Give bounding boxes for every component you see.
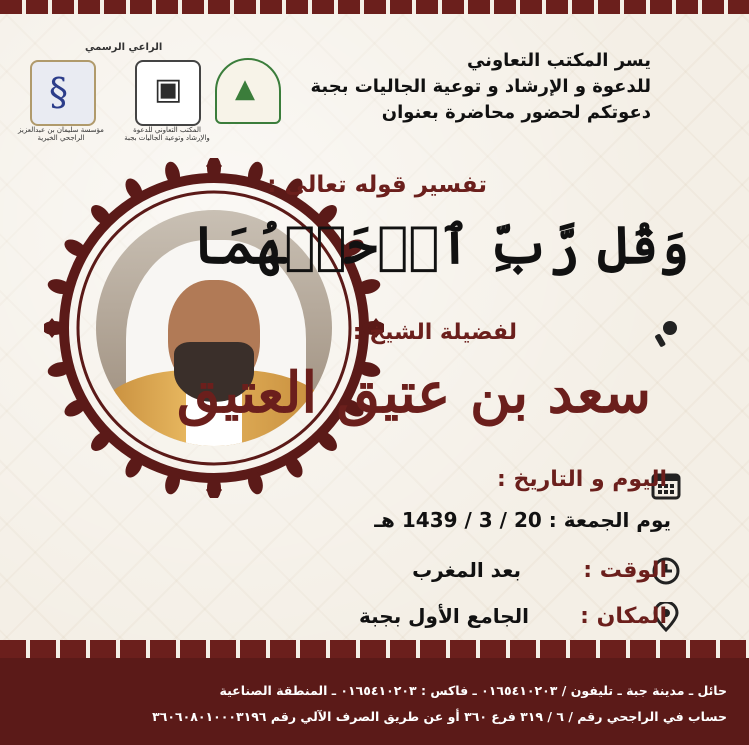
tafsir-label: تفسير قوله تعالى : (267, 172, 487, 198)
place-value: الجامع الأول بجبة (358, 604, 529, 628)
footer-contact: حائل ـ مدينة جبة ـ تليفون / ٠١٦٥٤١٠٢٠٣ ـ فاكس : ٠١٦٥٤١٠٢٠٣ ـ المنطقة الصناعية (219, 683, 727, 698)
sponsor-label: الراعي الرسمي (85, 42, 163, 53)
top-border (0, 0, 749, 14)
microphone-icon (654, 320, 680, 348)
sheikh-prefix-text: لفضيلة الشيخ : (352, 320, 517, 345)
logo-caption: المكتب التعاوني للدعوة والإرشاد وتوعية الجاليات بجبة (124, 126, 210, 142)
verse-title: وَقُل رَّبِّ ٱرۡحَمۡهُمَا (192, 215, 689, 276)
header-line: للدعوة و الإرشاد و توعية الجاليات بجبة (310, 76, 651, 97)
logo-caption: مؤسسة سليمان بن عبدالعزيز الراجحي الخيرية (18, 126, 104, 142)
day-date-label: اليوم و التاريخ : (497, 467, 667, 492)
invitation-header (231, 48, 651, 126)
time-label: الوقت : (583, 558, 667, 583)
portrait-frame (44, 158, 384, 498)
decorative-band (0, 640, 749, 658)
footer (0, 658, 749, 745)
footer-bank: حساب في الراجحي رقم / ٦ / ٣١٩ فرع ٣٦٠ أو عن طريق الصرف الآلي رقم ٣٦٠٦٠٨٠١٠٠٠٣١٩٦ (152, 709, 727, 724)
lecture-date: يوم الجمعة : 20 / 3 / 1439 هـ (374, 508, 671, 532)
sheikh-prefix (353, 320, 517, 345)
rajhi-foundation-logo (30, 60, 96, 126)
sheikh-name: سعد بن عتيق العتيق (176, 360, 651, 426)
time-value: بعد المغرب (412, 558, 521, 582)
place-label: المكان : (580, 604, 667, 629)
header-line: دعوتكم لحضور محاضرة بعنوان (381, 102, 651, 123)
cooperative-office-logo (135, 60, 201, 126)
header-line: يسر المكتب التعاوني (466, 50, 651, 71)
